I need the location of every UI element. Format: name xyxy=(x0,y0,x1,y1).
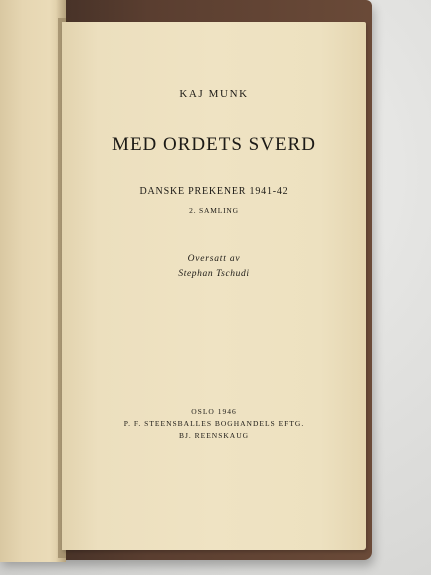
series-label: 2. SAMLING xyxy=(189,206,239,215)
left-page xyxy=(0,0,66,562)
place-year: OSLO 1946 xyxy=(191,407,237,416)
translated-by-label: Oversatt av xyxy=(187,254,241,264)
publisher-name: P. F. STEENSBALLES BOGHANDELS EFTG. xyxy=(123,419,305,428)
publisher-sub: BJ. REENSKAUG xyxy=(178,431,250,440)
book-title: MED ORDETS SVERD xyxy=(112,134,316,155)
translator-name: Stephan Tschudi xyxy=(178,269,250,279)
book-subtitle: DANSKE PREKENER 1941-42 xyxy=(139,186,289,197)
author-name: KAJ MUNK xyxy=(179,88,249,100)
title-page xyxy=(62,22,366,550)
